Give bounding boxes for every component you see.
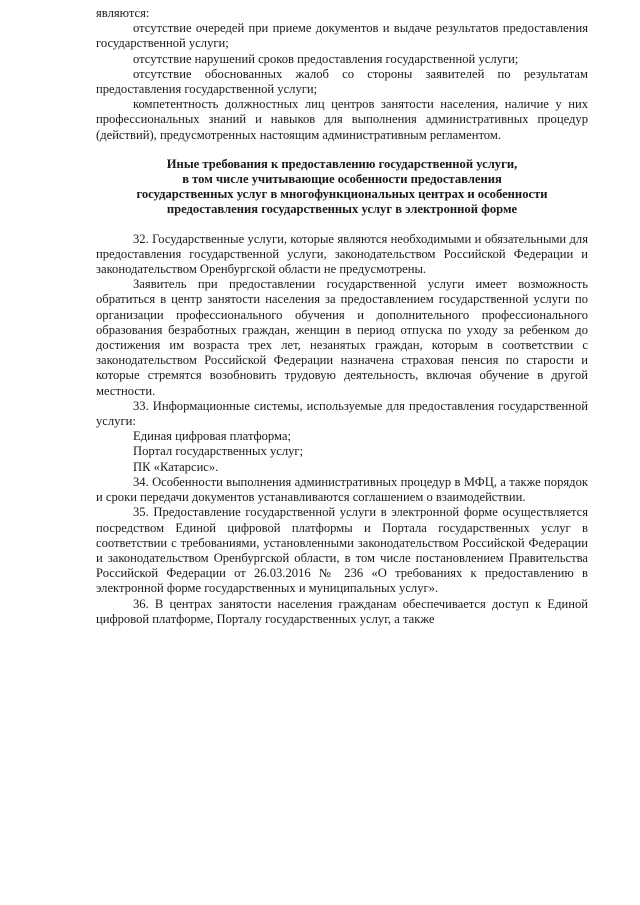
list-item: отсутствие обоснованных жалоб со стороны заявителей по результатам предоставления государственной услуги; — [96, 66, 588, 97]
document-body — [96, 6, 588, 627]
paragraph-applicant: Заявитель при предоставлении государственной услуги имеет возможность обратиться в центр занятости населения за предоставлением государственной услуги по организации профессионального обучения и дополнительного профессионального образования безработных граждан, женщин в период отпуска по уходу за ребенком до достижения им возраста трех лет, незанятых граждан, которым в соответствии с законодательством Российской Федерации назначена страховая пенсия по старости и которые стремятся возобновить трудовую деятельность, включая обучение в другой местности. — [96, 277, 588, 398]
section-heading — [96, 157, 588, 218]
list-item: отсутствие нарушений сроков предоставления государственной услуги; — [133, 51, 519, 66]
spacer — [96, 218, 588, 232]
paragraph-33: 33. Информационные системы, используемые для предоставления государственной услуги: — [96, 398, 588, 429]
spacer — [96, 143, 588, 157]
heading-line: государственных услуг в многофункциональных центрах и особенности — [136, 187, 548, 202]
paragraph-32: 32. Государственные услуги, которые являются необходимыми и обязательными для предоставления государственной услуги, законодательством Российской Федерации и законодательством Оренбургской области не предусмотрены. — [96, 231, 588, 277]
paragraph-36: 36. В центрах занятости населения гражданам обеспечивается доступ к Единой цифровой платформе, Порталу государственных услуг, а также — [96, 596, 588, 626]
list-item: компетентность должностных лиц центров занятости населения, наличие у них профессиональных знаний и навыков для выполнения административных процедур (действий), предусмотренных настоящим административным регламентом. — [96, 97, 588, 142]
heading-line: предоставления государственных услуг в электронной форме — [166, 202, 518, 217]
system-item: Портал государственных услуг; — [133, 444, 304, 459]
intro-line: являются: — [96, 6, 150, 20]
paragraph-35: 35. Предоставление государственной услуги в электронной форме осуществляется посредством Единой цифровой платформы и Портала государственных услуг в соответствии с требованиями, установленными законодательством Российской Федерации и законодательством Оренбургской области, в том числе постановлением Правительства Российской Федерации от 26.03.2016 № 236 «О требованиях к предоставлению в электронной форме государственных и муниципальных услуг». — [96, 505, 588, 596]
system-item: Единая цифровая платформа; — [133, 429, 291, 444]
system-item: ПК «Катарсис». — [133, 459, 219, 474]
heading-line: Иные требования к предоставлению государственной услуги, — [166, 156, 518, 171]
list-item: отсутствие очередей при приеме документов и выдаче результатов предоставления государственной услуги; — [96, 21, 588, 51]
heading-line: в том числе учитывающие особенности предоставления — [182, 172, 502, 187]
paragraph-34: 34. Особенности выполнения административных процедур в МФЦ, а также порядок и сроки передачи документов устанавливаются соглашением о взаимодействии. — [96, 474, 588, 505]
